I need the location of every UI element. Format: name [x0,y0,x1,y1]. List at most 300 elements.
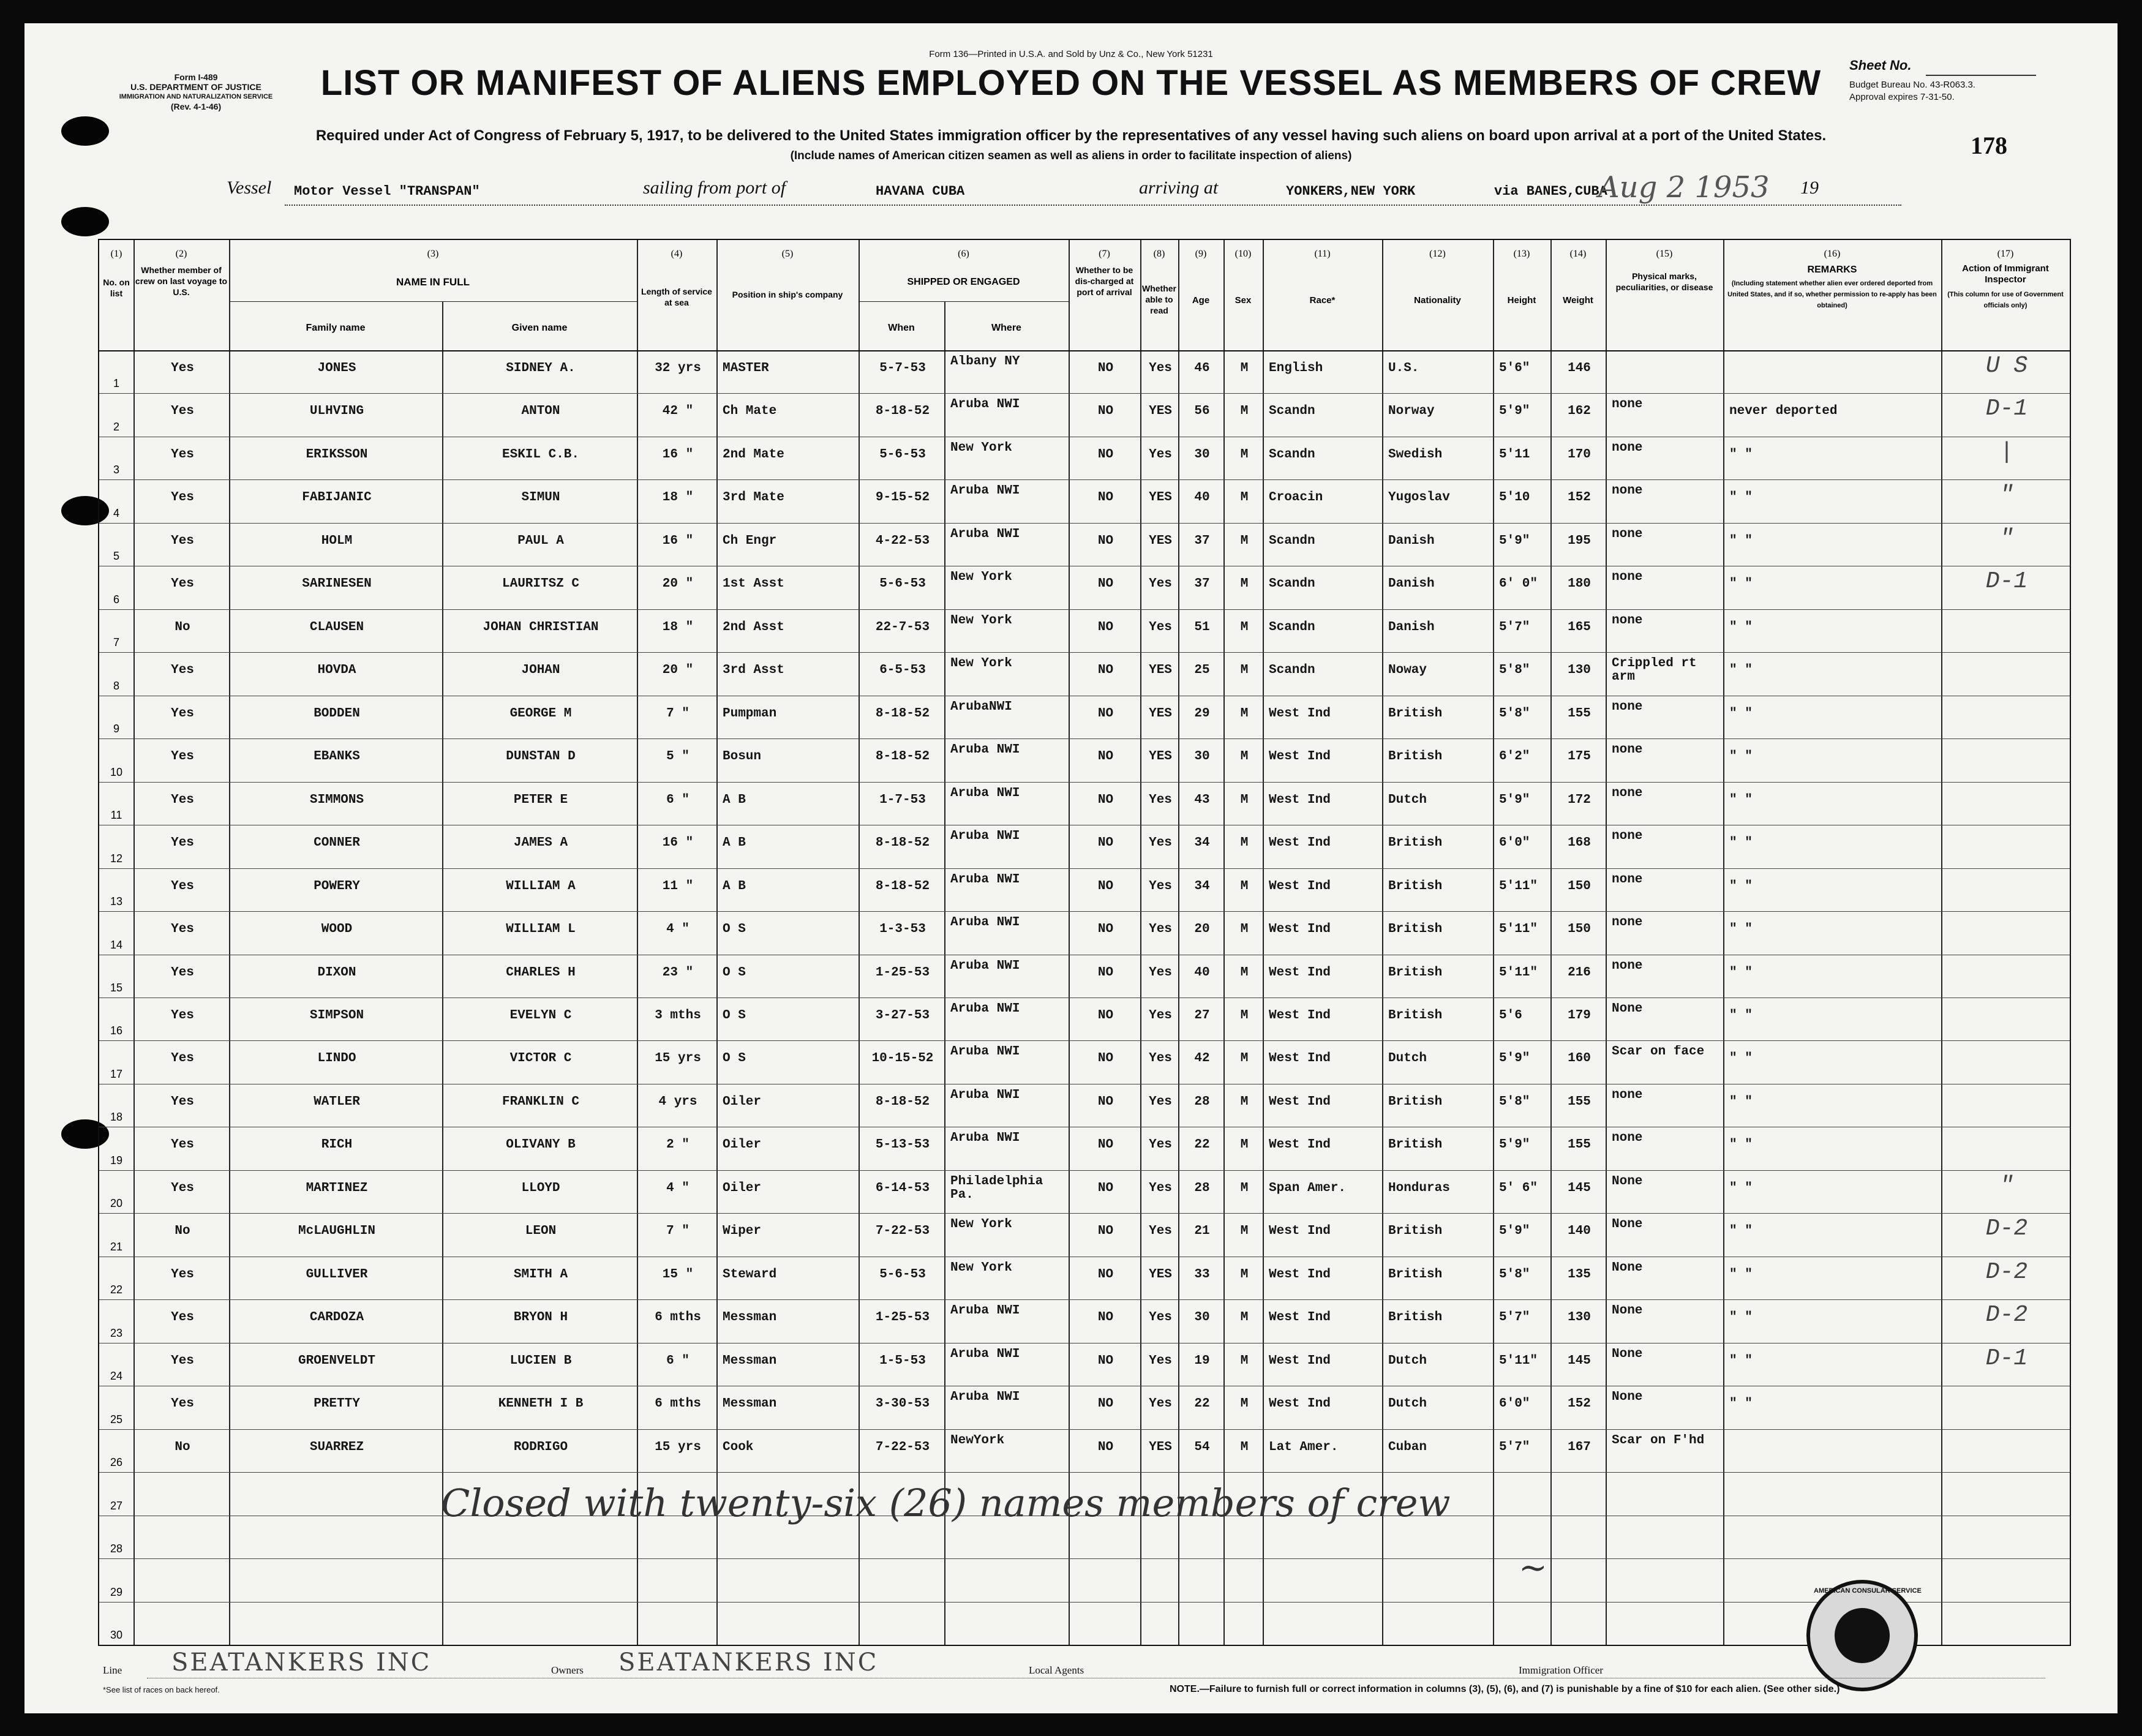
table-cell-wt: 172 [1568,792,1591,807]
table-cell-given: JOHAN [521,663,560,678]
col-header-weight: Weight [1563,295,1593,306]
table-cell-action: | [1999,438,2014,465]
table-cell-age: 30 [1194,750,1210,764]
table-cell-pos: O S [723,965,746,980]
table-cell-sex: M [1240,836,1249,851]
table-cell-action: " [1999,482,2014,509]
table-cell-nat: Dutch [1388,1051,1427,1066]
table-cell-remarks: " " [1729,1094,1753,1109]
table-cell-wt: 155 [1568,1094,1591,1109]
table-cell-when: 3-30-53 [875,1397,930,1411]
table-cell-prev: Yes [171,965,194,980]
table-cell-race: West Ind [1269,792,1331,807]
table-cell-disch: NO [1097,1051,1114,1066]
table-cell-nat: British [1388,922,1443,937]
table-cell-race: Croacin [1269,490,1323,505]
col-header-read: Whether able to read [1142,284,1176,315]
row-number: 11 [110,809,122,822]
table-cell-sex: M [1240,706,1249,721]
table-cell-svc: 6 " [666,1353,690,1368]
table-cell-given: WILLIAM A [506,879,576,893]
table-cell-wt: 162 [1568,404,1591,419]
table-cell-where: Aruba NWI [950,743,1020,757]
table-cell-sex: M [1240,620,1249,634]
table-cell-ht: 5'11" [1499,922,1538,937]
table-cell-ht: 6'2" [1499,750,1530,764]
table-cell-disch: NO [1097,663,1114,678]
table-cell-family: RICH [321,1138,353,1152]
table-cell-sex: M [1240,1181,1249,1195]
table-cell-where: Aruba NWI [950,527,1020,541]
table-cell-when: 8-18-52 [875,706,930,721]
table-cell-read: YES [1149,404,1172,419]
table-cell-read: Yes [1149,447,1172,462]
table-cell-given: SIDNEY A. [506,361,576,375]
table-cell-race: West Ind [1269,922,1331,937]
table-cell-age: 21 [1194,1224,1210,1239]
row-number: 18 [110,1111,123,1124]
sailing-port: HAVANA CUBA [876,184,965,199]
crew-table [98,239,2071,1646]
table-cell-svc: 16 " [662,836,694,851]
table-cell-age: 29 [1194,706,1210,721]
col-header-where: Where [991,323,1021,333]
table-cell-where: Aruba NWI [950,1002,1020,1016]
table-cell-pos: 3rd Mate [723,490,784,505]
table-cell-pos: Messman [723,1397,777,1411]
col-header-race: Race* [1309,295,1336,306]
table-cell-svc: 18 " [662,620,694,634]
column-number: (12) [1429,249,1446,259]
table-cell-remarks: " " [1729,1181,1753,1195]
table-cell-sex: M [1240,1138,1249,1152]
column-number: (15) [1656,249,1673,259]
row-number: 12 [110,852,123,865]
table-cell-wt: 130 [1568,663,1591,678]
table-cell-sex: M [1240,361,1249,375]
table-cell-age: 34 [1194,836,1210,851]
row-number: 4 [113,506,119,519]
table-cell-where: Aruba NWI [950,830,1020,844]
table-cell-action: " [1999,525,2014,552]
table-cell-nat: Honduras [1388,1181,1450,1195]
table-cell-when: 8-18-52 [875,879,930,893]
table-cell-nat: Cuban [1388,1440,1427,1454]
table-cell-prev: Yes [171,404,194,419]
table-cell-prev: Yes [171,1310,194,1325]
table-cell-where: New York [950,1261,1012,1275]
table-cell-svc: 20 " [662,577,694,592]
table-cell-race: Scandn [1269,577,1315,592]
table-cell-action: D-2 [1985,1302,2028,1329]
column-number: (7) [1099,249,1110,259]
table-cell-family: JONES [317,361,356,375]
table-cell-ht: 5'8" [1499,663,1530,678]
table-cell-disch: NO [1097,706,1114,721]
table-cell-wt: 160 [1568,1051,1591,1066]
table-cell-svc: 6 mths [655,1397,701,1411]
table-cell-family: PRETTY [314,1397,360,1411]
table-cell-read: Yes [1149,836,1172,851]
manifest-sheet [24,23,2118,1713]
table-cell-family: HOVDA [317,663,356,678]
table-cell-given: ESKIL C.B. [502,447,580,462]
row-divider [99,1213,2070,1214]
table-cell-age: 40 [1194,965,1210,980]
table-cell-nat: Norway [1388,404,1435,419]
table-cell-read: Yes [1149,792,1172,807]
table-cell-sex: M [1240,879,1249,893]
table-cell-marks [1612,1520,1719,1558]
vessel-underline [285,205,1901,206]
table-cell-race: West Ind [1269,879,1331,893]
table-cell-age: 46 [1194,361,1210,375]
table-cell-nat: British [1388,836,1443,851]
table-cell-ht: 6'0" [1499,1397,1530,1411]
table-cell-family: FABIJANIC [302,490,372,505]
table-cell-age: 22 [1194,1397,1210,1411]
table-cell-disch: NO [1097,1224,1114,1239]
table-cell-remarks: " " [1729,620,1753,634]
table-cell-read: Yes [1149,1224,1172,1239]
revision: (Rev. 4-1-46) [170,102,222,111]
table-cell-marks: none [1612,398,1643,412]
table-cell-when: 1-25-53 [875,965,930,980]
table-cell-remarks: " " [1729,706,1753,721]
table-cell-wt: 168 [1568,836,1591,851]
table-cell-given: VICTOR C [509,1051,572,1066]
table-cell-read: Yes [1149,1094,1172,1109]
table-cell-race: West Ind [1269,706,1331,721]
row-divider [99,738,2070,739]
table-cell-pos: Ch Engr [723,533,777,548]
table-cell-family: HOLM [321,533,353,548]
table-cell-prev: Yes [171,447,194,462]
table-cell-race: Scandn [1269,404,1315,419]
col-header-marks: Physical marks, peculiarities, or disease [1615,271,1713,292]
column-divider [944,301,945,1645]
column-divider [1493,240,1494,1645]
row-divider [99,523,2070,524]
column-divider [1550,240,1552,1645]
table-cell-sex: M [1240,1397,1249,1411]
col-header-remarks-note: (Including statement whether alien ever ordered deported from United States, and if so, whether permission to re-apply has been obtained) [1727,280,1937,309]
arriving-label: arriving at [1139,178,1219,198]
table-cell-sex: M [1240,965,1249,980]
table-cell-nat: Noway [1388,663,1427,678]
table-cell-ht: 5'9" [1499,1138,1530,1152]
table-cell-pos: A B [723,836,746,851]
table-cell-svc: 20 " [662,663,694,678]
agents-label: Local Agents [1029,1664,1084,1676]
table-cell-pos: A B [723,879,746,893]
table-cell-marks: none [1612,571,1643,585]
table-cell-pos: Messman [723,1310,777,1325]
table-cell-prev: Yes [171,533,194,548]
table-cell-pos: Ch Mate [723,404,777,419]
table-cell-wt: 135 [1568,1267,1591,1282]
table-cell-marks: none [1612,527,1643,541]
table-cell-sex: M [1240,1094,1249,1109]
table-cell-nat: British [1388,879,1443,893]
table-cell-wt: 216 [1568,965,1591,980]
closing-note: Closed with twenty-six (26) names members of crew [441,1481,1451,1525]
table-cell-prev: Yes [171,1267,194,1282]
row-divider [99,868,2070,869]
table-cell-given: JOHAN CHRISTIAN [483,620,599,634]
table-cell-disch: NO [1097,879,1114,893]
table-cell-given: DUNSTAN D [506,750,576,764]
row-number: 26 [110,1456,123,1469]
column-divider [1140,240,1141,1645]
table-cell-action: " [1999,1172,2014,1199]
table-cell-prev: Yes [171,1009,194,1023]
service: IMMIGRATION AND NATURALIZATION SERVICE [119,93,273,100]
table-cell-read: Yes [1149,1009,1172,1023]
row-number: 25 [110,1413,123,1426]
row-number: 15 [110,982,123,994]
table-cell-race: West Ind [1269,1397,1331,1411]
table-cell-prev: No [175,1224,190,1239]
table-cell-svc: 15 " [662,1267,694,1282]
table-cell-when: 8-18-52 [875,836,930,851]
table-cell-disch: NO [1097,1440,1114,1454]
table-cell-action: D-2 [1985,1216,2028,1242]
table-cell-family: WATLER [314,1094,360,1109]
table-cell-when: 8-18-52 [875,1094,930,1109]
column-number: (5) [781,249,794,259]
col-header-height: Height [1507,295,1536,306]
table-cell-ht: 5'7" [1499,1440,1530,1454]
arriving-port: YONKERS,NEW YORK [1286,184,1416,199]
column-divider [133,240,135,1645]
table-cell-age: 20 [1194,922,1210,937]
table-cell-read: Yes [1149,1353,1172,1368]
table-cell-prev: Yes [171,706,194,721]
table-cell-ht: 5'9" [1499,533,1530,548]
table-cell-race: Scandn [1269,533,1315,548]
table-cell-nat: Dutch [1388,1397,1427,1411]
table-cell-where: Aruba NWI [950,873,1020,887]
table-cell-marks: none [1612,743,1643,757]
table-cell-nat: Yugoslav [1388,490,1450,505]
table-cell-sex: M [1240,922,1249,937]
table-cell-remarks: " " [1729,533,1753,548]
table-cell-ht: 5'8" [1499,1094,1530,1109]
table-cell-disch: NO [1097,361,1114,375]
table-cell-race: West Ind [1269,1094,1331,1109]
table-cell-family: SUARREZ [309,1440,364,1454]
table-cell-where: Aruba NWI [950,1391,1020,1405]
col-header-remarks: REMARKS [1807,265,1857,275]
table-cell-prev: No [175,1440,190,1454]
table-cell-when: 7-22-53 [875,1440,930,1454]
row-divider [99,911,2070,912]
table-cell-remarks: " " [1729,750,1753,764]
col-header-action-note: (This column for use of Government officials only) [1947,291,2064,309]
table-cell-sex: M [1240,1267,1249,1282]
column-number: (3) [427,249,439,259]
table-cell-pos: Bosun [723,750,762,764]
col-header-no: No. on list [103,277,130,298]
table-cell-wt: 165 [1568,620,1591,634]
table-cell-when: 8-18-52 [875,404,930,419]
table-cell-sex: M [1240,447,1249,462]
table-cell-read: YES [1149,750,1172,764]
table-cell-where: New York [950,614,1012,628]
table-cell-wt: 150 [1568,922,1591,937]
table-cell-given: RODRIGO [513,1440,568,1454]
table-cell-family: SIMPSON [309,1009,364,1023]
row-number: 29 [110,1585,123,1598]
table-cell-marks: Scar on F'hd [1612,1434,1705,1448]
table-cell-age: 28 [1194,1094,1210,1109]
table-cell-remarks: never deported [1729,404,1838,419]
table-cell-family: CONNER [314,836,360,851]
table-cell-disch: NO [1097,1181,1114,1195]
table-cell-age: 27 [1194,1009,1210,1023]
row-number: 7 [113,636,119,649]
table-cell-read: YES [1149,1440,1172,1454]
table-cell-race: West Ind [1269,1051,1331,1066]
column-number: (8) [1153,249,1165,259]
table-cell-svc: 3 mths [655,1009,701,1023]
table-cell-given: LUCIEN B [509,1353,572,1368]
form-id: Form I-489 [174,72,218,82]
row-divider [99,1299,2070,1300]
table-cell-when: 22-7-53 [875,620,930,634]
table-cell-read: YES [1149,1267,1172,1282]
table-cell-when: 8-18-52 [875,750,930,764]
table-cell-marks: None [1612,1347,1643,1361]
table-cell-race: English [1269,361,1323,375]
table-cell-where: New York [950,657,1012,671]
table-cell-race: Scandn [1269,447,1315,462]
table-cell-ht: 5'7" [1499,1310,1530,1325]
table-cell-wt: 152 [1568,1397,1591,1411]
table-cell-nat: Danish [1388,577,1435,592]
table-cell-read: Yes [1149,577,1172,592]
table-cell-pos: Oiler [723,1094,762,1109]
table-cell-ht: 5'6 [1499,1009,1522,1023]
table-cell-prev: No [175,620,190,634]
col-header-name: NAME IN FULL [396,276,470,288]
table-cell-ht: 5'10 [1499,490,1530,505]
table-cell-race: Scandn [1269,663,1315,678]
col-header-family: Family name [306,323,366,333]
table-cell-family: CLAUSEN [309,620,364,634]
table-cell-family: CARDOZA [309,1310,364,1325]
table-cell-age: 19 [1194,1353,1210,1368]
table-cell-race: West Ind [1269,965,1331,980]
table-cell-when: 5-13-53 [875,1138,930,1152]
table-cell-ht: 5'8" [1499,706,1530,721]
table-cell-ht: 5'8" [1499,1267,1530,1282]
table-cell-sex: M [1240,533,1249,548]
table-cell-nat: British [1388,1009,1443,1023]
table-cell-nat: Danish [1388,620,1435,634]
table-cell-disch: NO [1097,1267,1114,1282]
owners-value: SEATANKERS INC [618,1648,879,1677]
table-cell-remarks: " " [1729,836,1753,851]
table-cell-family: WOOD [321,922,353,937]
table-cell-nat: British [1388,750,1443,764]
table-cell-family: MARTINEZ [306,1181,368,1195]
table-cell-marks: none [1612,786,1643,800]
table-cell-wt: 140 [1568,1224,1591,1239]
table-cell-age: 40 [1194,490,1210,505]
table-cell-svc: 5 " [666,750,690,764]
table-cell-given: GEORGE M [509,706,572,721]
table-cell-given: EVELYN C [509,1009,572,1023]
table-cell-given: WILLIAM L [506,922,576,937]
table-cell-when: 10-15-52 [871,1051,934,1066]
table-cell-when: 5-6-53 [879,577,926,592]
column-number: (14) [1569,249,1587,259]
table-cell-marks: none [1612,700,1643,714]
table-cell-remarks: " " [1729,1267,1753,1282]
column-divider [1178,240,1179,1645]
punch-hole [61,207,109,236]
col-header-action: Action of Immigrant Inspector [1962,263,2049,285]
table-cell-remarks: " " [1729,1009,1753,1023]
table-cell-marks: none [1612,830,1643,844]
row-divider [99,1472,2070,1473]
table-cell-sex: M [1240,1224,1249,1239]
table-cell-disch: NO [1097,577,1114,592]
table-cell-wt: 170 [1568,447,1591,462]
table-cell-given: CHARLES H [506,965,576,980]
table-cell-marks: None [1612,1261,1643,1275]
table-cell-nat: British [1388,706,1443,721]
table-cell-race: Span Amer. [1269,1181,1347,1195]
table-cell-wt: 179 [1568,1009,1591,1023]
header-divider [99,350,2070,351]
column-divider [1069,240,1070,1645]
approval-expires: Approval expires 7-31-50. [1849,92,1955,102]
table-cell-race: West Ind [1269,1224,1331,1239]
table-cell-given: PAUL A [517,533,564,548]
table-cell-family: GULLIVER [306,1267,368,1282]
fine-note: NOTE.—Failure to furnish full or correct information in columns (3), (5), (6), and (7) is punishable by a fine of $10 for each alien. (See other side.) [1170,1684,1840,1694]
table-cell-wt: 146 [1568,361,1591,375]
table-cell-marks [1612,1607,1719,1645]
stamp-text: AMERICAN CONSULAR SERVICE [1814,1587,1922,1595]
subtitle-note: (Include names of American citizen seamen as well as aliens in order to facilitate inspection of aliens) [790,149,1352,162]
table-cell-family: EBANKS [314,750,360,764]
row-number: 17 [110,1067,123,1080]
sailing-label: sailing from port of [643,178,786,198]
col-header-position: Position in ship's company [732,290,843,299]
table-cell-read: Yes [1149,1181,1172,1195]
table-cell-when: 1-25-53 [875,1310,930,1325]
table-cell-prev: Yes [171,1138,194,1152]
table-cell-given: LLOYD [521,1181,560,1195]
row-divider [99,652,2070,653]
table-cell-given: PETER E [513,792,568,807]
table-cell-age: 30 [1194,447,1210,462]
table-cell-where: Aruba NWI [950,786,1020,800]
table-cell-disch: NO [1097,490,1114,505]
row-divider [99,1429,2070,1430]
table-cell-where [950,1520,1065,1558]
table-cell-where: New York [950,441,1012,455]
row-number: 21 [110,1240,123,1253]
table-cell-pos: Oiler [723,1138,762,1152]
table-cell-pos: A B [723,792,746,807]
column-divider [859,240,860,1645]
table-cell-remarks: " " [1729,1353,1753,1368]
